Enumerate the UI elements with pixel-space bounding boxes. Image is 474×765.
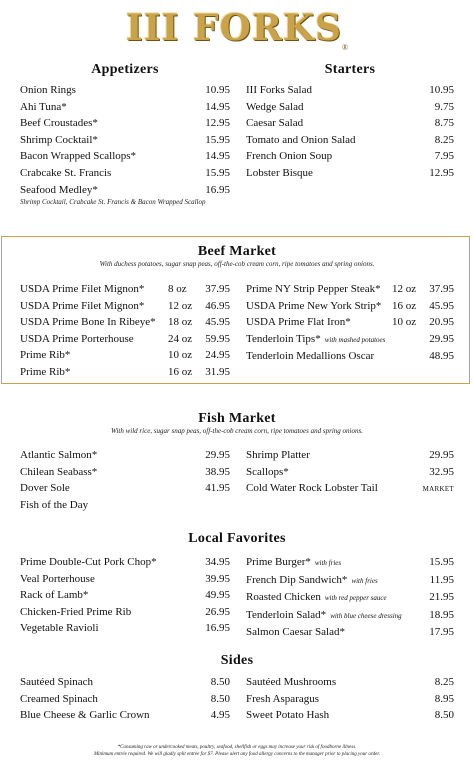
menu-item-row	[246, 348, 454, 365]
menu-item-name: Vegetable Ravioli	[20, 622, 99, 635]
menu-item-price: 29.95	[429, 332, 454, 345]
menu-item-price: 14.95	[205, 150, 230, 163]
menu-item-row	[20, 331, 230, 348]
menu-item-name-wrap	[20, 82, 200, 99]
menu-item-name: Tenderloin Salad*	[246, 608, 327, 621]
footnote	[0, 744, 474, 758]
menu-item-row	[246, 298, 454, 315]
menu-item-size: 8 oz	[168, 283, 187, 295]
menu-item-name-wrap	[246, 464, 424, 481]
menu-item-note: with blue cheese dressing	[330, 611, 402, 620]
menu-item-name-wrap	[20, 331, 168, 348]
menu-item-row	[20, 314, 230, 331]
menu-item-name-wrap	[20, 314, 168, 331]
menu-item-row	[20, 480, 230, 497]
menu-item-row	[20, 182, 230, 199]
menu-item-row	[20, 347, 230, 364]
menu-item-size: 16 oz	[392, 299, 417, 312]
local-right-list	[246, 554, 454, 641]
beef-market-subtitle: With duchess potatoes, sugar snap peas, off-the-cob cream corn, ripe tomatoes and spring onions.	[99, 260, 375, 268]
menu-item-size: 24 oz	[168, 332, 193, 345]
menu-item-name-wrap	[246, 691, 424, 708]
menu-item-name-wrap	[246, 607, 424, 625]
menu-item-price: 8.50	[210, 676, 230, 688]
menu-item-name-wrap	[20, 364, 168, 381]
menu-item-name-wrap	[246, 99, 424, 116]
menu-item-row	[20, 497, 230, 514]
menu-item-name: Crabcake St. Francis	[20, 166, 112, 179]
menu-item-price: 46.95	[205, 299, 230, 312]
local-favorites-title: Local Favorites	[188, 531, 286, 546]
sides-title: Sides	[220, 653, 254, 668]
menu-item-name: Prime Rib*	[20, 349, 71, 362]
menu-item-name: Sweet Potato Hash	[246, 709, 330, 722]
menu-item-row	[246, 82, 454, 99]
menu-item-price: 38.95	[205, 465, 230, 478]
menu-item-row	[246, 165, 454, 182]
menu-item-price: 8.25	[434, 133, 454, 146]
sides-right-list	[246, 674, 454, 724]
menu-item-row	[246, 554, 454, 572]
menu-item-name-wrap	[20, 464, 200, 481]
menu-item-name: Prime Burger*	[246, 556, 311, 568]
menu-item-name-wrap	[246, 624, 424, 641]
menu-item-name: Rack of Lamb*	[20, 589, 89, 602]
beef-market-title: Beef Market	[197, 244, 277, 259]
menu-item-row	[246, 99, 454, 116]
menu-item-name: Veal Porterhouse	[20, 572, 95, 585]
menu-item-name: III Forks Salad	[246, 84, 312, 96]
menu-item-row	[20, 298, 230, 315]
fish-market-section	[10, 411, 464, 435]
menu-item-row	[20, 165, 230, 182]
menu-item-row	[246, 572, 454, 590]
menu-item-row	[246, 314, 454, 331]
menu-item-size: 12 oz	[392, 283, 417, 295]
menu-item-name-wrap	[246, 165, 424, 182]
menu-item-price: 32.95	[429, 465, 454, 478]
menu-item-name-wrap	[20, 571, 200, 588]
menu-item-row	[20, 554, 230, 571]
menu-item-name-wrap	[20, 132, 200, 149]
menu-item-name-wrap	[246, 331, 392, 349]
menu-item-name-wrap	[20, 347, 168, 364]
menu-item-row	[20, 82, 230, 99]
menu-item-name: USDA Prime Bone In Ribeye*	[20, 316, 156, 329]
menu-item-price: MARKET	[422, 485, 454, 494]
menu-item-name: Prime NY Strip Pepper Steak*	[246, 283, 381, 295]
menu-item-name-wrap	[246, 480, 423, 497]
menu-item-name-wrap	[246, 132, 424, 149]
menu-item-size: 16 oz	[168, 365, 193, 378]
menu-item-price: 49.95	[205, 589, 230, 602]
menu-item-note: with fries	[351, 576, 378, 585]
restaurant-logo	[0, 4, 474, 52]
menu-item-row	[246, 132, 454, 149]
menu-item-row	[20, 464, 230, 481]
appetizers-list	[20, 82, 230, 207]
menu-item-price: 15.95	[205, 166, 230, 179]
menu-item-price: 18.95	[429, 608, 454, 621]
menu-item-row	[20, 115, 230, 132]
menu-item-name-wrap	[20, 707, 200, 724]
beef-right-list	[246, 281, 454, 365]
menu-item-note: with red pepper sauce	[324, 594, 387, 603]
fish-right-list	[246, 447, 454, 498]
menu-item-row	[246, 464, 454, 481]
menu-item-row	[20, 132, 230, 149]
menu-item-name: Lobster Bisque	[246, 166, 313, 179]
menu-item-price: 14.95	[205, 100, 230, 113]
menu-item-row	[246, 674, 454, 691]
local-favorites-section	[10, 531, 464, 547]
menu-item-price: 45.95	[205, 316, 230, 329]
menu-item-name-wrap	[246, 82, 424, 99]
menu-item-name-wrap	[20, 674, 200, 691]
menu-item-price: 29.95	[429, 449, 454, 461]
menu-item-row	[20, 447, 230, 464]
menu-item-name: Tomato and Onion Salad	[246, 133, 356, 146]
menu-item-name-wrap	[20, 115, 200, 132]
menu-item-row	[20, 587, 230, 604]
menu-item-name: USDA Prime Filet Mignon*	[20, 283, 145, 295]
menu-item-name-wrap	[20, 620, 200, 637]
menu-item-name-wrap	[20, 604, 200, 621]
menu-item-size: 10 oz	[168, 349, 193, 362]
menu-item-row	[246, 607, 454, 625]
menu-item-price: 4.95	[210, 709, 230, 722]
menu-item-row	[20, 281, 230, 298]
menu-item-name: Chilean Seabass*	[20, 465, 98, 478]
menu-item-name: Tenderloin Tips*	[246, 332, 321, 345]
menu-item-name: Sautéed Mushrooms	[246, 676, 337, 688]
menu-item-name: USDA Prime Filet Mignon*	[20, 299, 145, 312]
menu-item-name-wrap	[246, 554, 424, 572]
menu-item-price: 8.25	[434, 676, 454, 688]
menu-item-price: 41.95	[205, 482, 230, 495]
menu-item-name-wrap	[20, 148, 200, 165]
fish-market-title: Fish Market	[198, 411, 276, 426]
menu-item-name: Shrimp Platter	[246, 449, 310, 461]
menu-item-name: Creamed Spinach	[20, 692, 98, 705]
menu-item-name: Roasted Chicken	[246, 591, 321, 604]
menu-item-price: 39.95	[205, 572, 230, 585]
menu-item-price: 26.95	[205, 605, 230, 618]
menu-item-description: Shrimp Cocktail, Crabcake St. Francis & Bacon Wrapped Scallop	[20, 198, 206, 207]
menu-item-name: Caesar Salad	[246, 117, 304, 130]
menu-item-price: 21.95	[429, 591, 454, 604]
menu-item-name: Tenderloin Medallions Oscar	[246, 350, 375, 363]
menu-item-name-wrap	[246, 148, 424, 165]
menu-item-price: 8.50	[210, 692, 230, 705]
menu-item-row	[20, 604, 230, 621]
menu-item-price: 17.95	[429, 626, 454, 639]
menu-item-name-wrap	[20, 165, 200, 182]
menu-item-name: Ahi Tuna*	[20, 100, 67, 113]
menu-item-price: 29.95	[205, 449, 230, 461]
menu-item-row	[20, 364, 230, 381]
menu-item-row	[20, 707, 230, 724]
menu-item-name: Shrimp Cocktail*	[20, 133, 98, 146]
menu-item-row	[20, 674, 230, 691]
menu-item-name: Onion Rings	[20, 84, 76, 96]
menu-item-price: 7.95	[434, 150, 454, 163]
fish-market-subtitle: With wild rice, sugar snap peas, off-the-cob cream corn, ripe tomatoes and spring onions.	[111, 427, 363, 435]
menu-item-row	[246, 281, 454, 298]
menu-item-price: 8.50	[434, 709, 454, 722]
menu-item-name-wrap	[246, 447, 424, 464]
menu-item-name: Blue Cheese & Garlic Crown	[20, 709, 150, 722]
menu-item-price: 20.95	[429, 316, 454, 329]
menu-item-row	[246, 447, 454, 464]
menu-item-size: 10 oz	[392, 316, 417, 329]
menu-item-name: Salmon Caesar Salad*	[246, 626, 345, 639]
starters-list	[246, 82, 454, 182]
menu-item-name-wrap	[246, 572, 424, 590]
menu-item-name: Dover Sole	[20, 482, 70, 495]
sides-section	[10, 653, 464, 669]
menu-item-name: Chicken-Fried Prime Rib	[20, 605, 132, 618]
appetizers-section	[20, 62, 230, 207]
menu-item-name: Prime Rib*	[20, 365, 71, 378]
menu-item-row	[246, 691, 454, 708]
menu-item-price: 10.95	[205, 84, 230, 96]
menu-item-row	[246, 115, 454, 132]
menu-item-name: USDA Prime Flat Iron*	[246, 316, 351, 329]
menu-item-name-wrap	[246, 707, 424, 724]
local-left-list	[20, 554, 230, 637]
menu-item-name: French Dip Sandwich*	[246, 573, 348, 586]
menu-item-price: 48.95	[429, 350, 454, 363]
menu-item-name-wrap	[246, 348, 392, 365]
menu-item-row	[246, 589, 454, 607]
menu-item-note: with mashed potatoes	[324, 335, 386, 344]
menu-item-price: 11.95	[429, 573, 454, 586]
menu-item-price: 15.95	[429, 556, 454, 568]
menu-item-price: 9.75	[434, 100, 454, 113]
menu-item-name-wrap	[246, 674, 424, 691]
menu-item-name-wrap	[20, 447, 200, 464]
logo-text: III FORKS	[125, 7, 343, 49]
menu-item-size: 12 oz	[168, 299, 193, 312]
menu-item-name-wrap	[246, 281, 392, 298]
menu-item-price: 37.95	[205, 283, 230, 295]
menu-item-name-wrap	[20, 298, 168, 315]
menu-item-name: Bacon Wrapped Scallops*	[20, 150, 137, 163]
menu-item-price: 12.95	[205, 117, 230, 130]
menu-item-price: 37.95	[429, 283, 454, 295]
footnote-line-1: *Consuming raw or undercooked meats, poultry, seafood, shellfish or eggs may increase your risk of foodborne illness.	[117, 745, 357, 750]
menu-item-price: 24.95	[205, 349, 230, 362]
menu-item-row	[20, 620, 230, 637]
menu-item-name-wrap	[20, 497, 200, 514]
menu-item-name: Beef Croustades*	[20, 117, 98, 130]
menu-item-name: Scallops*	[246, 465, 289, 478]
menu-item-name: Fresh Asparagus	[246, 692, 320, 705]
menu-item-name-wrap	[246, 115, 424, 132]
menu-item-row	[20, 691, 230, 708]
menu-item-name-wrap	[246, 298, 392, 315]
menu-item-price: 8.95	[434, 692, 454, 705]
menu-item-name-wrap	[20, 587, 200, 604]
menu-item-name: Cold Water Rock Lobster Tail	[246, 482, 378, 495]
menu-item-name-wrap	[20, 691, 200, 708]
menu-item-price: 31.95	[205, 365, 230, 378]
fish-left-list	[20, 447, 230, 513]
menu-item-row	[246, 331, 454, 349]
appetizers-title: Appetizers	[91, 62, 159, 77]
menu-item-name-wrap	[246, 314, 392, 331]
beef-left-list	[20, 281, 230, 381]
beef-market-section	[10, 244, 464, 268]
starters-section	[246, 62, 454, 182]
menu-item-price: 12.95	[429, 166, 454, 179]
menu-item-name: Fish of the Day	[20, 498, 89, 511]
menu-item-name: Atlantic Salmon*	[20, 449, 98, 461]
menu-item-note: with fries	[314, 559, 342, 567]
sides-left-list	[20, 674, 230, 724]
menu-item-row	[20, 571, 230, 588]
menu-item-price: 59.95	[205, 332, 230, 345]
menu-item-name-wrap	[20, 480, 200, 497]
menu-item-row	[20, 99, 230, 116]
menu-item-name-wrap	[20, 281, 168, 298]
menu-item-name: Prime Double-Cut Pork Chop*	[20, 556, 157, 568]
menu-item-name-wrap	[20, 554, 200, 571]
menu-item-name: French Onion Soup	[246, 150, 333, 163]
menu-item-name-wrap	[246, 589, 424, 607]
menu-item-price: 8.75	[434, 117, 454, 130]
menu-item-name: USDA Prime Porterhouse	[20, 332, 134, 345]
menu-item-row	[246, 624, 454, 641]
menu-item-row	[246, 148, 454, 165]
menu-item-price: 34.95	[205, 556, 230, 568]
menu-item-size: 18 oz	[168, 316, 193, 329]
footnote-line-2: Minimum entrée required. We will gladly split entree for $7. Please alert any food allergy concerns to the manager prior to placing your order.	[93, 752, 381, 757]
menu-item-name: Wedge Salad	[246, 100, 304, 113]
menu-item-name-wrap	[20, 182, 200, 199]
menu-item-row	[20, 148, 230, 165]
menu-item-price: 16.95	[205, 183, 230, 196]
menu-item-row	[246, 480, 454, 498]
menu-item-name: USDA Prime New York Strip*	[246, 299, 382, 312]
menu-item-name-wrap	[20, 99, 200, 116]
menu-item-price: 10.95	[429, 84, 454, 96]
menu-item-price: 15.95	[205, 133, 230, 146]
logo-trademark: ®	[342, 43, 349, 52]
menu-item-row	[246, 707, 454, 724]
menu-item-name: Seafood Medley*	[20, 183, 98, 196]
menu-item-price: 16.95	[205, 622, 230, 635]
menu-item-price: 45.95	[429, 299, 454, 312]
menu-item-name: Sautéed Spinach	[20, 676, 94, 688]
starters-title: Starters	[324, 62, 376, 77]
